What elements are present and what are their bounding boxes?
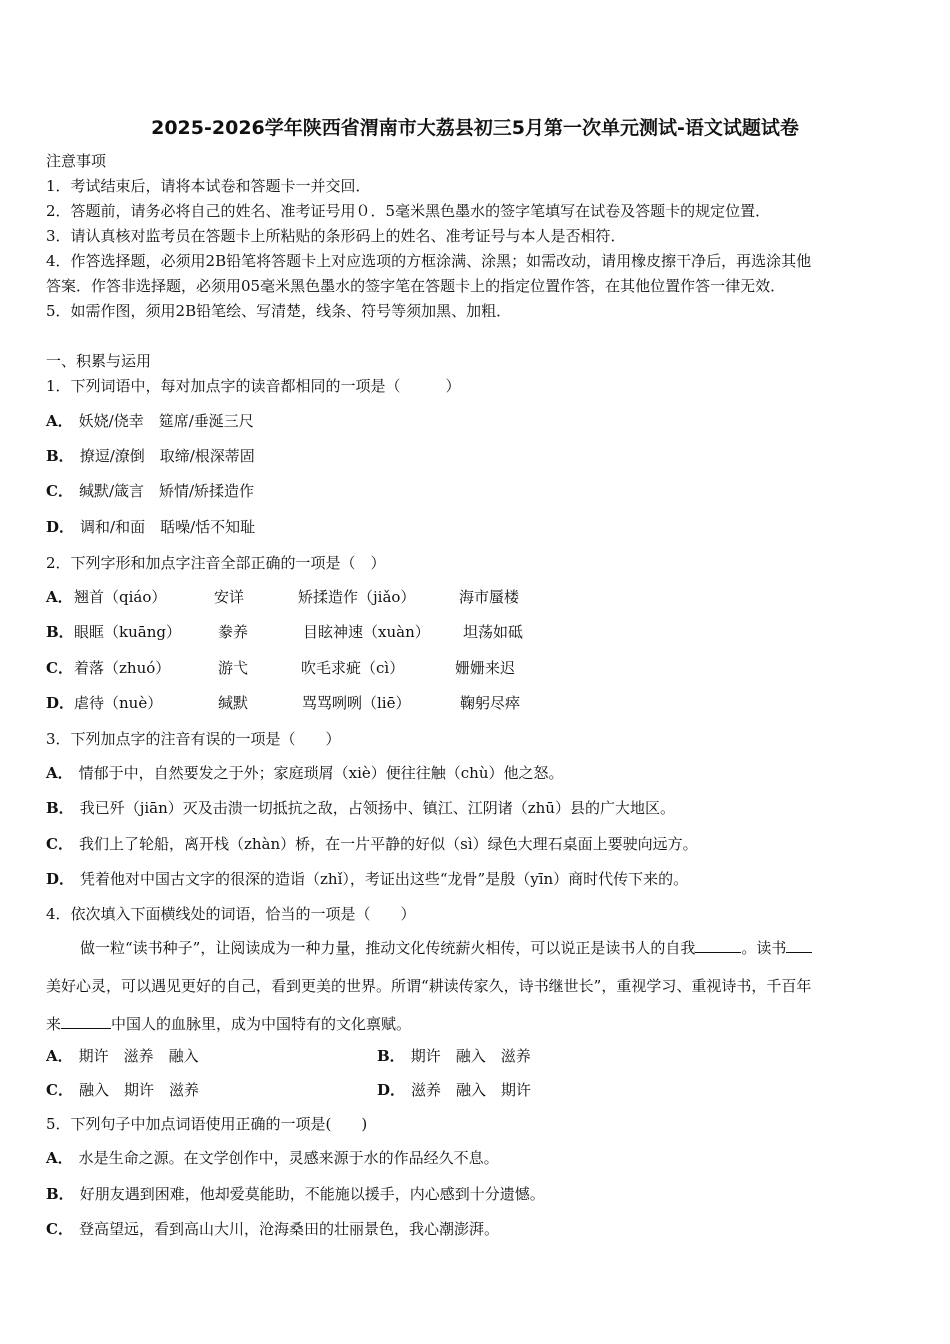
option-label: C．: [46, 659, 73, 677]
q3-option-b: [46, 798, 675, 818]
q3-option-c: [46, 834, 698, 854]
page-title: 2025-2026学年陕西省渭南市大荔县初三5月第一次单元测试-语文试题试卷: [151, 117, 799, 139]
question-2-stem: 2．下列字形和加点字注音全部正确的一项是（ ）: [46, 554, 386, 572]
option-label: B．: [377, 1047, 405, 1065]
option-text: 期许 融入 滋养: [410, 1047, 531, 1065]
option-label: D．: [377, 1081, 406, 1099]
question-3-stem: 3．下列加点字的注音有误的一项是（ ）: [46, 730, 341, 748]
option-label: C．: [46, 835, 73, 853]
option-label: A．: [46, 1047, 73, 1065]
option-label: D．: [46, 694, 75, 712]
q4-option-d: [377, 1080, 531, 1100]
q5-option-b: [46, 1184, 545, 1204]
q4-passage-line-3: [46, 1014, 411, 1034]
option-cell: 豢养: [218, 623, 249, 641]
option-cell: 坦荡如砥: [463, 623, 524, 641]
option-text: 融入 期许 滋养: [78, 1081, 199, 1099]
question-4-stem: 4．依次填入下面横线处的词语，恰当的一项是（ ）: [46, 905, 416, 923]
option-text: 登高望远，看到高山大川，沧海桑田的壮丽景色，我心潮澎湃。: [78, 1220, 499, 1238]
option-text: 凭着他对中国古文字的很深的造诣（zhǐ），考证出这些“龙骨”是殷（yīn）商时代传下来的。: [80, 870, 689, 888]
q1-option-d: [46, 517, 255, 537]
option-label: A．: [46, 764, 73, 782]
note-item: 2．答题前，请务必将自己的姓名、准考证号用０．5毫米黑色墨水的签字笔填写在试卷及答题卡的规定位置．: [46, 202, 771, 220]
option-label: B．: [46, 799, 74, 817]
fill-blank: [786, 938, 812, 953]
q4-option-a: [46, 1046, 199, 1066]
q2-option-c: [46, 658, 516, 678]
option-text: 缄默/箴言 矫情/矫揉造作: [78, 482, 255, 500]
option-text: 期许 滋养 融入: [78, 1047, 199, 1065]
option-cell: 游弋: [218, 659, 249, 677]
q2-option-a: [46, 587, 520, 607]
option-text: 妖娆/侥幸 筵席/垂涎三尺: [78, 412, 254, 430]
option-text: 滋养 融入 期许: [411, 1081, 532, 1099]
option-label: B．: [46, 623, 74, 641]
option-label: A．: [46, 412, 73, 430]
option-cell: 吹毛求疵（cì）: [301, 659, 405, 677]
q3-option-a: [46, 763, 564, 783]
option-text: 我们上了轮船，离开栈（zhàn）桥，在一片平静的好似（sì）绿色大理石桌面上要驶向远方。: [78, 835, 698, 853]
option-cell: 眼眶（kuāng）: [74, 623, 181, 641]
option-text: 好朋友遇到困难，他却爱莫能助，不能施以援手，内心感到十分遗憾。: [79, 1185, 545, 1203]
passage-text: 来: [46, 1015, 62, 1033]
option-label: C．: [46, 1081, 73, 1099]
option-cell: 着落（zhuó）: [74, 659, 171, 677]
section-heading: 一、积累与运用: [46, 352, 152, 370]
q2-option-d: [46, 693, 521, 713]
option-cell: 虐待（nuè）: [74, 694, 163, 712]
note-item: 答案．作答非选择题，必须用05毫米黑色墨水的签字笔在答题卡上的指定位置作答，在其他位置作答一律无效．: [46, 277, 786, 295]
option-cell: 缄默: [218, 694, 249, 712]
note-item: 5．如需作图，须用2B铅笔绘、写清楚，线条、符号等须加黑、加粗．: [46, 302, 512, 320]
note-item: 1．考试结束后，请将本试卷和答题卡一并交回．: [46, 177, 371, 195]
option-label: D．: [46, 518, 75, 536]
notes-heading: 注意事项: [46, 152, 107, 170]
q1-option-b: [46, 446, 255, 466]
option-text: 撩逗/潦倒 取缔/根深蒂固: [79, 447, 255, 465]
option-cell: 骂骂咧咧（liē）: [302, 694, 411, 712]
option-cell: 矫揉造作（jiǎo）: [298, 588, 416, 606]
option-cell: 翘首（qiáo）: [74, 588, 167, 606]
q4-option-b: [377, 1046, 531, 1066]
fill-blank: [61, 1014, 111, 1029]
passage-text: 。读书: [741, 939, 787, 957]
option-label: A．: [46, 1149, 73, 1167]
option-cell: 目眩神速（xuàn）: [303, 623, 430, 641]
note-item: 3．请认真核对监考员在答题卡上所粘贴的条形码上的姓名、准考证号与本人是否相符．: [46, 227, 626, 245]
passage-text: 做一粒“读书种子”，让阅读成为一种力量，推动文化传统薪火相传，可以说正是读书人的自我: [80, 939, 696, 957]
option-text: 我已歼（jiān）灭及击溃一切抵抗之敌，占领扬中、镇江、江阴诸（zhū）县的广大地区。: [79, 799, 675, 817]
q2-option-b: [46, 622, 524, 642]
option-label: A．: [46, 588, 73, 606]
option-label: D．: [46, 870, 75, 888]
q3-option-d: [46, 869, 688, 889]
q4-option-c: [46, 1080, 199, 1100]
option-cell: 鞠躬尽瘁: [460, 694, 521, 712]
question-5-stem: 5．下列句子中加点词语使用正确的一项是( ): [46, 1115, 368, 1133]
option-cell: 安详: [214, 588, 245, 606]
option-text: 调和/和面 聒噪/恬不知耻: [80, 518, 256, 536]
option-cell: 姗姗来迟: [455, 659, 516, 677]
q1-option-a: [46, 411, 254, 431]
q4-passage-line-2: 美好心灵，可以遇见更好的自己，看到更美的世界。所谓“耕读传家久，诗书继世长”，重视学习、重视诗书，千百年: [46, 977, 812, 995]
q4-passage-line-1: [80, 938, 812, 958]
q5-option-a: [46, 1148, 499, 1168]
option-label: B．: [46, 447, 74, 465]
option-label: B．: [46, 1185, 74, 1203]
option-text: 情郁于中，自然要发之于外；家庭琐屑（xiè）便往往触（chù）他之怒。: [78, 764, 564, 782]
q1-option-c: [46, 481, 254, 501]
fill-blank: [695, 938, 741, 953]
question-1-stem: 1．下列词语中，每对加点字的读音都相同的一项是（ ）: [46, 377, 461, 395]
option-cell: 海市蜃楼: [459, 588, 520, 606]
q5-option-c: [46, 1219, 499, 1239]
option-label: C．: [46, 1220, 73, 1238]
note-item: 4．作答选择题，必须用2B铅笔将答题卡上对应选项的方框涂满、涂黑；如需改动，请用橡皮擦干净后，再选涂其他: [46, 252, 812, 270]
passage-text: 中国人的血脉里，成为中国特有的文化禀赋。: [111, 1015, 412, 1033]
option-label: C．: [46, 482, 73, 500]
option-text: 水是生命之源。在文学创作中，灵感来源于水的作品经久不息。: [78, 1149, 499, 1167]
